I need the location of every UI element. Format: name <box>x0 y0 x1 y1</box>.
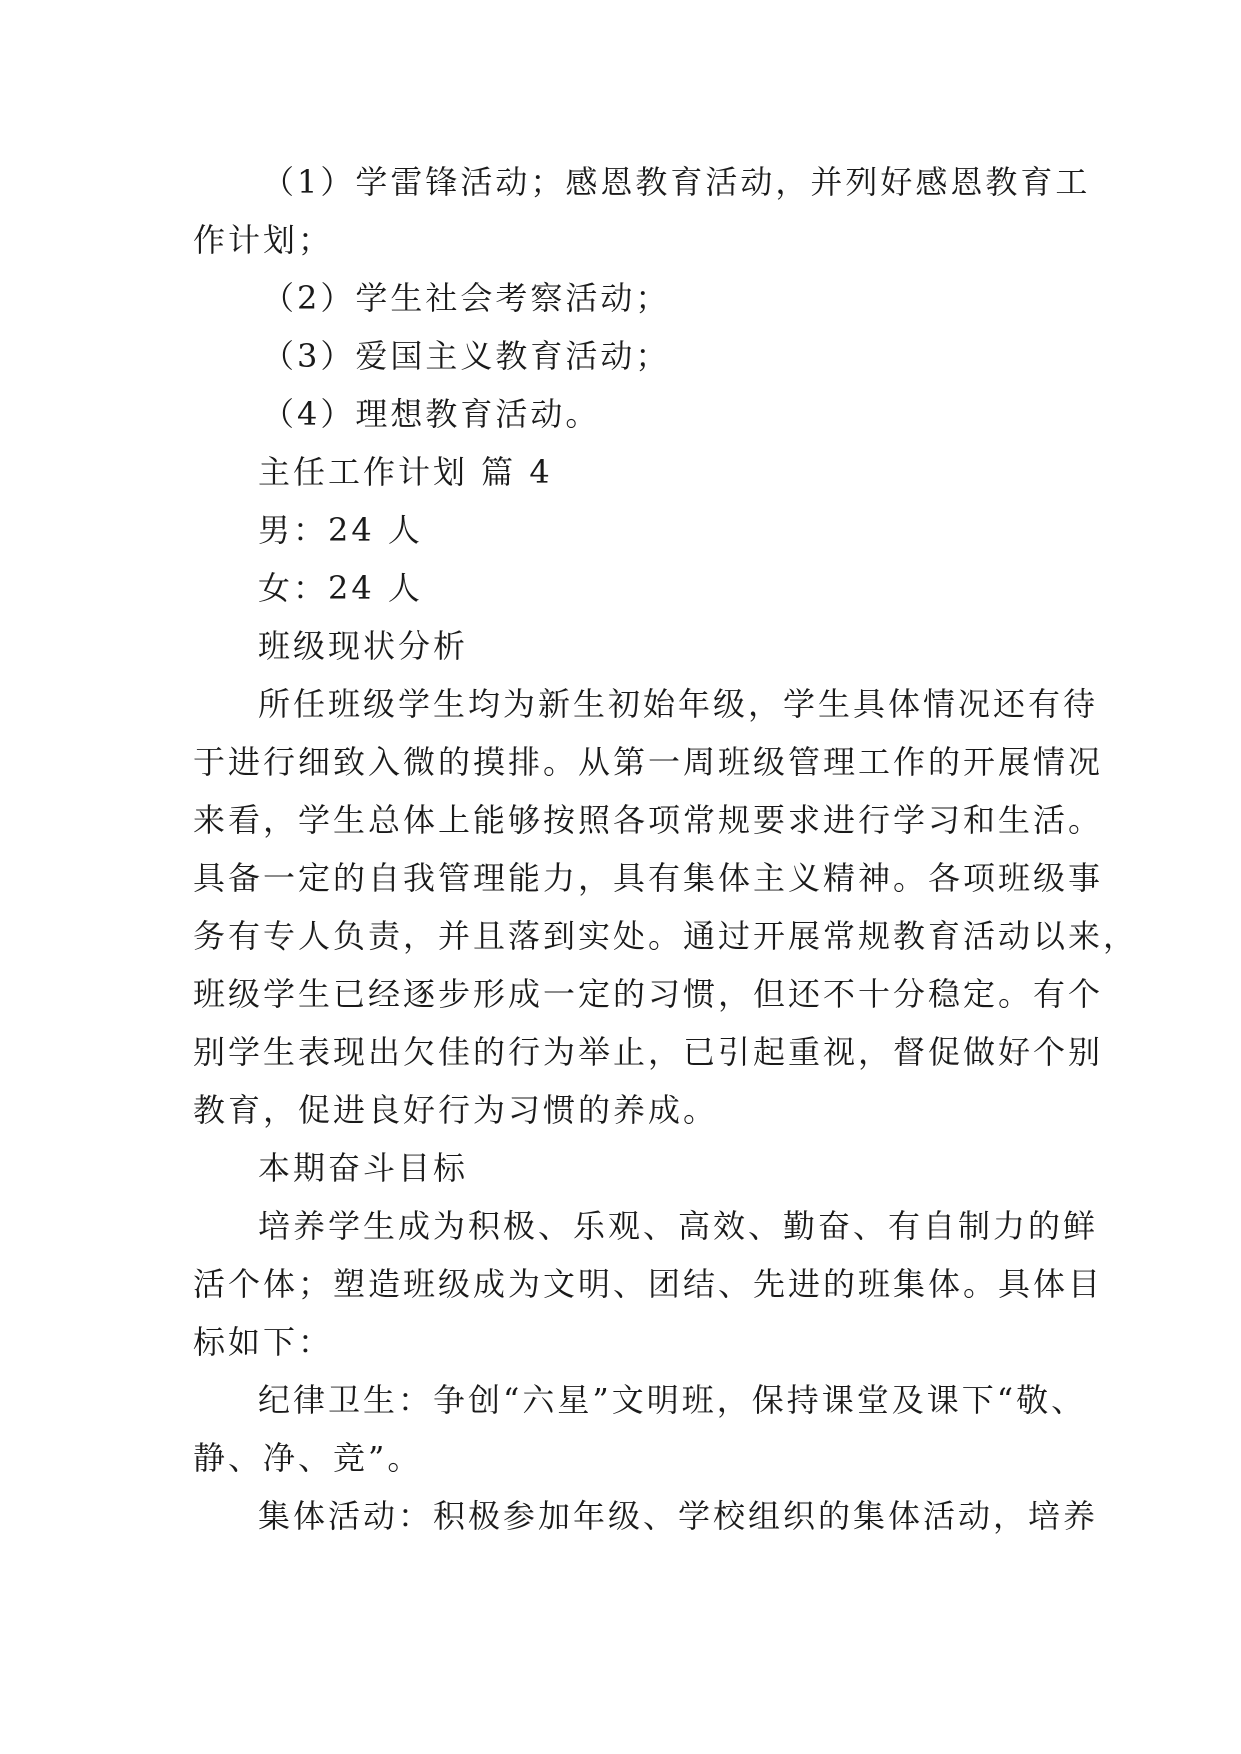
paragraph-line: 纪律卫生：争创“六星”文明班，保持课堂及课下“敬、 <box>258 1381 1087 1419</box>
paragraph-line: 于进行细致入微的摸排。从第一周班级管理工作的开展情况 <box>193 743 1104 781</box>
male-count: 男：24 人 <box>258 511 423 549</box>
paragraph-line: 别学生表现出欠佳的行为举止，已引起重视，督促做好个别 <box>193 1033 1104 1071</box>
subheading-class-analysis: 班级现状分析 <box>258 627 469 665</box>
subheading-goals: 本期奋斗目标 <box>258 1149 469 1187</box>
paragraph-line: 班级学生已经逐步形成一定的习惯，但还不十分稳定。有个 <box>193 975 1104 1013</box>
section-heading: 主任工作计划 篇 4 <box>258 453 553 491</box>
paragraph-line: 具备一定的自我管理能力，具有集体主义精神。各项班级事 <box>193 859 1104 897</box>
activity-item-4: （4）理想教育活动。 <box>262 395 601 433</box>
paragraph-line: 来看，学生总体上能够按照各项常规要求进行学习和生活。 <box>193 801 1104 839</box>
paragraph-line: 活个体；塑造班级成为文明、团结、先进的班集体。具体目 <box>193 1265 1104 1303</box>
activity-item-3: （3）爱国主义教育活动； <box>262 337 671 375</box>
activity-item-2: （2）学生社会考察活动； <box>262 279 671 317</box>
activity-item-1-continued: 作计划； <box>193 221 334 259</box>
activity-item-1: （1）学雷锋活动；感恩教育活动，并列好感恩教育工 <box>262 163 1091 201</box>
female-count: 女：24 人 <box>258 569 423 607</box>
paragraph-line: 所任班级学生均为新生初始年级，学生具体情况还有待 <box>258 685 1099 723</box>
paragraph-line: 标如下： <box>193 1323 334 1361</box>
paragraph-line: 集体活动：积极参加年级、学校组织的集体活动，培养 <box>258 1497 1099 1535</box>
paragraph-line: 务有专人负责，并且落到实处。通过开展常规教育活动以来， <box>193 917 1139 955</box>
paragraph-line: 培养学生成为积极、乐观、高效、勤奋、有自制力的鲜 <box>258 1207 1099 1245</box>
paragraph-line: 教育，促进良好行为习惯的养成。 <box>193 1091 719 1129</box>
paragraph-line: 静、净、竞”。 <box>193 1439 423 1477</box>
